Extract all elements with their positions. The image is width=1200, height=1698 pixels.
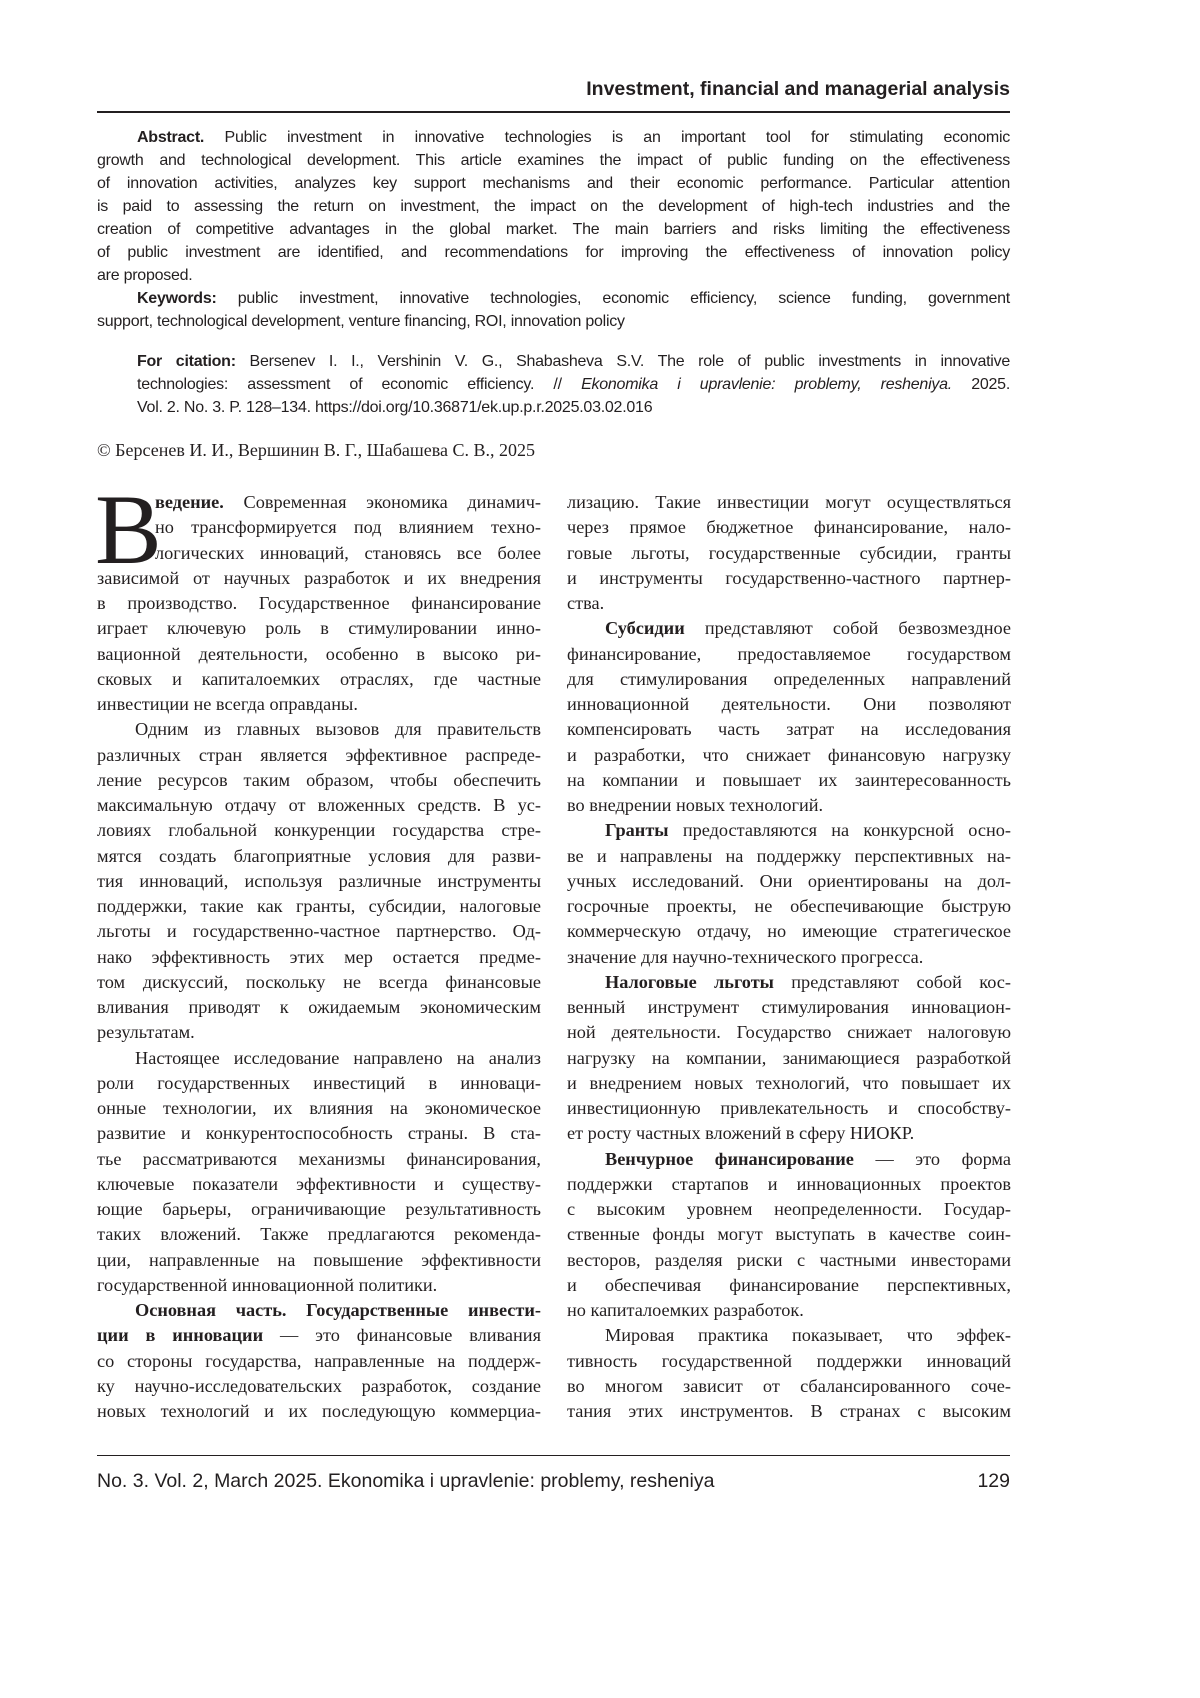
footer-rule	[97, 1455, 1010, 1456]
text-line: инновационной деятельности. Они позволяют	[567, 692, 1011, 717]
text-line: в производство. Государственное финансирование	[97, 591, 541, 616]
text-line: лизацию. Такие инвестиции могут осуществляться	[567, 490, 1011, 515]
text-run: 2025.	[952, 376, 1010, 393]
paragraph	[97, 1298, 541, 1424]
text-line: тье рассматриваются механизмы финансирования,	[97, 1147, 541, 1172]
text-line: support, technological development, venture financing, ROI, innovation policy	[97, 310, 1010, 333]
text-line: Одним из главных вызовов для правительств	[97, 717, 541, 742]
text-line: компенсировать часть затрат на исследования	[567, 717, 1011, 742]
text-line	[567, 1147, 1011, 1172]
text-line: но капиталоемких разработок.	[567, 1298, 1011, 1323]
text-line: are proposed.	[97, 264, 1010, 287]
header-rule	[97, 111, 1010, 113]
text-line: во внедрении новых технологий.	[567, 793, 1011, 818]
text-line: Мировая практика показывает, что эффек-	[567, 1323, 1011, 1348]
paragraph	[567, 1147, 1011, 1324]
paragraph	[97, 490, 541, 717]
text-line: для стимулирования определенных направлений	[567, 667, 1011, 692]
text-line: учных исследований. Они ориентированы на дол-	[567, 869, 1011, 894]
text-line: тания этих инструментов. В странах с высоким	[567, 1399, 1011, 1424]
text-line: и разработки, что снижает финансовую нагрузку	[567, 743, 1011, 768]
text-line: весторов, разделяя риски с частными инвесторами	[567, 1248, 1011, 1273]
text-run: представляют собой кос-	[774, 972, 1011, 992]
text-run: public investment, innovative technologies, economic efficiency, science funding, government	[217, 290, 1010, 307]
bold-run: Основная часть. Государственные инвести-	[135, 1300, 541, 1320]
text-line: ловиях глобальной конкуренции государства стре-	[97, 818, 541, 843]
paragraph	[567, 616, 1011, 818]
text-line	[567, 970, 1011, 995]
text-line	[137, 373, 1010, 396]
text-line: поддержки, такие как гранты, субсидии, налоговые	[97, 894, 541, 919]
text-line: льготы и государственно-частное партнерство. Од-	[97, 919, 541, 944]
bold-run: Налоговые льготы	[605, 972, 774, 992]
text-line: со стороны государства, направленные на поддерж-	[97, 1349, 541, 1374]
text-run: Public investment in innovative technologies is an important tool for stimulating economic	[204, 129, 1010, 146]
paragraph	[567, 490, 1011, 616]
text-line: играет ключевую роль в стимулировании инно-	[97, 616, 541, 641]
text-line: тивность государственной поддержки инноваций	[567, 1349, 1011, 1374]
abstract	[97, 126, 1010, 333]
text-line: различных стран является эффективное распреде-	[97, 743, 541, 768]
text-line: ку научно-исследовательских разработок, создание	[97, 1374, 541, 1399]
paragraph	[567, 970, 1011, 1147]
text-run: Bersenev I. I., Vershinin V. G., Shabasheva S.V. The role of public investments in innovative	[236, 353, 1010, 370]
text-line: ющие барьеры, ограничивающие результативность	[97, 1197, 541, 1222]
text-run: — это форма	[854, 1149, 1011, 1169]
bold-run: Keywords:	[137, 290, 217, 307]
text-line: во многом зависит от сбалансированного соче-	[567, 1374, 1011, 1399]
text-line	[97, 490, 541, 515]
text-line: на компании и повышает их заинтересованность	[567, 768, 1011, 793]
bold-run: Венчурное финансирование	[605, 1149, 854, 1169]
text-line: зависимой от научных разработок и их внедрения	[97, 566, 541, 591]
text-line: государственной инновационной политики.	[97, 1273, 541, 1298]
paragraph	[567, 1323, 1011, 1424]
paragraph	[567, 818, 1011, 970]
right-column	[567, 490, 1011, 1424]
text-line	[97, 1298, 541, 1323]
citation	[137, 350, 1010, 419]
paragraph	[97, 717, 541, 1045]
text-line: of public investment are identified, and recommendations for improving the effectiveness of innovation policy	[97, 241, 1010, 264]
text-line: но трансформируется под влиянием техно-	[97, 515, 541, 540]
bold-run: For citation:	[137, 353, 236, 370]
text-run: technologies: assessment of economic efficiency. //	[137, 376, 581, 393]
text-line: is paid to assessing the return on investment, the impact on the development of high-tech industries and the	[97, 195, 1010, 218]
text-line: коммерческую отдачу, но имеющие стратегическое	[567, 919, 1011, 944]
text-line: таких вложений. Также предлагаются рекоменда-	[97, 1222, 541, 1247]
text-line: финансирование, предоставляемое государством	[567, 642, 1011, 667]
text-line: инвестиции не всегда оправданы.	[97, 692, 541, 717]
text-run: — это финансовые вливания	[263, 1325, 541, 1345]
text-line: том дискуссий, поскольку не всегда финансовые	[97, 970, 541, 995]
bold-run: Гранты	[605, 820, 669, 840]
text-line: of innovation activities, analyzes key support mechanisms and their economic performance. Particular attention	[97, 172, 1010, 195]
text-line: Настоящее исследование направлено на анализ	[97, 1046, 541, 1071]
text-line: ет росту частных вложений в сферу НИОКР.	[567, 1121, 1011, 1146]
text-line: ление ресурсов таким образом, чтобы обеспечить	[97, 768, 541, 793]
text-line: роли государственных инвестиций в инноваци-	[97, 1071, 541, 1096]
text-line: и инструменты государственно-частного партнер-	[567, 566, 1011, 591]
text-line: говые льготы, государственные субсидии, гранты	[567, 541, 1011, 566]
text-line: вационной деятельности, особенно в высоко ри-	[97, 642, 541, 667]
text-line: развитие и конкурентоспособность страны. В ста-	[97, 1121, 541, 1146]
text-line: мятся создать благоприятные условия для разви-	[97, 844, 541, 869]
keywords-paragraph	[97, 287, 1010, 333]
left-column	[97, 490, 541, 1424]
bold-run: Субсидии	[605, 618, 685, 638]
text-line: онные технологии, их влияния на экономическое	[97, 1096, 541, 1121]
text-line: венный инструмент стимулирования инновацион-	[567, 995, 1011, 1020]
text-line: госрочные проекты, не обеспечивающие быструю	[567, 894, 1011, 919]
drop-cap: В	[95, 488, 162, 572]
text-line: новых технологий и их последующую коммерциа-	[97, 1399, 541, 1424]
text-line: вливания приводят к ожидаемым экономическим	[97, 995, 541, 1020]
copyright-line: © Берсенев И. И., Вершинин В. Г., Шабашева С. В., 2025	[97, 440, 535, 461]
text-line: ства.	[567, 591, 1011, 616]
text-line	[97, 1323, 541, 1348]
text-line	[567, 616, 1011, 641]
text-line: сковых и капиталоемких отраслях, где частные	[97, 667, 541, 692]
text-line	[567, 818, 1011, 843]
text-line: максимальную отдачу от вложенных средств. В ус-	[97, 793, 541, 818]
text-line: и внедрением новых технологий, что повышает их	[567, 1071, 1011, 1096]
bold-run: Abstract.	[137, 129, 204, 146]
text-run: предоставляются на конкурсной осно-	[669, 820, 1011, 840]
page-number: 129	[977, 1470, 1010, 1493]
text-line: Vol. 2. No. 3. P. 128–134. https://doi.org/10.36871/ek.up.p.r.2025.03.02.016	[137, 396, 1010, 419]
text-run: Современная экономика динамич-	[224, 492, 541, 512]
text-line: ной деятельности. Государство снижает налоговую	[567, 1020, 1011, 1045]
text-line: нако эффективность этих мер остается предме-	[97, 945, 541, 970]
text-run: представляют собой безвозмездное	[685, 618, 1011, 638]
text-line: ключевые показатели эффективности и существу-	[97, 1172, 541, 1197]
text-line: тия инноваций, используя различные инструменты	[97, 869, 541, 894]
bold-run: ведение.	[155, 492, 224, 512]
italic-run: Ekonomika i upravlenie: problemy, resheniya.	[581, 376, 952, 393]
text-line: ственные фонды могут выступать в качестве соин-	[567, 1222, 1011, 1247]
paragraph	[97, 1046, 541, 1299]
text-line: результатам.	[97, 1020, 541, 1045]
text-line: growth and technological development. This article examines the impact of public funding on the effectiveness	[97, 149, 1010, 172]
text-line: через прямое бюджетное финансирование, нало-	[567, 515, 1011, 540]
text-line: логических инноваций, становясь все более	[97, 541, 541, 566]
citation-paragraph	[137, 350, 1010, 419]
abstract-paragraph	[97, 126, 1010, 287]
text-line: инвестиционную привлекательность и способству-	[567, 1096, 1011, 1121]
text-line: нагрузку на компании, занимающиеся разработкой	[567, 1046, 1011, 1071]
text-line	[137, 350, 1010, 373]
text-line	[97, 126, 1010, 149]
text-line: ции, направленные на повышение эффективности	[97, 1248, 541, 1273]
text-line: ве и направлены на поддержку перспективных на-	[567, 844, 1011, 869]
footer-journal-info: No. 3. Vol. 2, March 2025. Ekonomika i upravlenie: problemy, resheniya	[97, 1470, 714, 1493]
running-header-section-title: Investment, financial and managerial analysis	[586, 78, 1010, 101]
text-line: с высоким уровнем неопределенности. Государ-	[567, 1197, 1011, 1222]
text-line: и обеспечивая финансирование перспективных,	[567, 1273, 1011, 1298]
text-line: creation of competitive advantages in the global market. The main barriers and risks limiting the effectiveness	[97, 218, 1010, 241]
text-line: поддержки стартапов и инновационных проектов	[567, 1172, 1011, 1197]
text-line	[97, 287, 1010, 310]
text-line: значение для научно-технического прогресса.	[567, 945, 1011, 970]
bold-run: ции в инновации	[97, 1325, 263, 1345]
